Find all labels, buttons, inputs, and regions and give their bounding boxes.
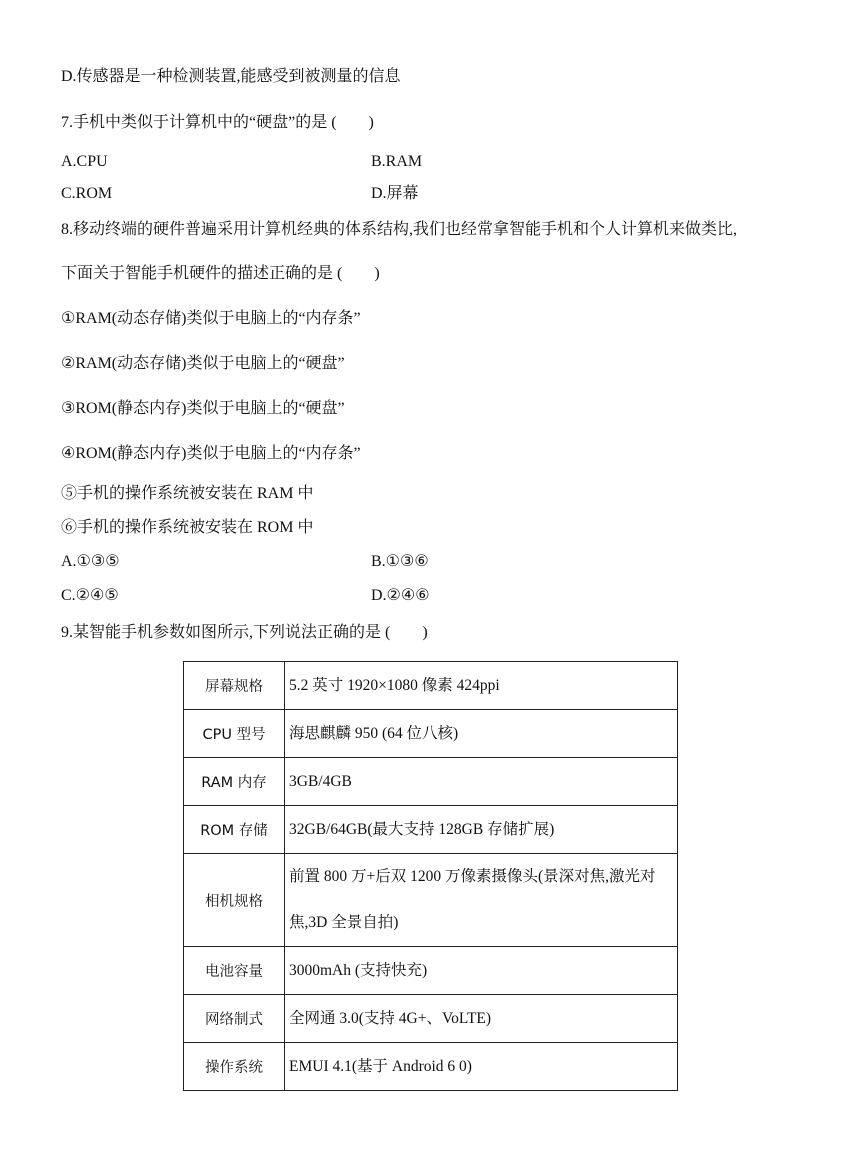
q9-stem: 9.某智能手机参数如图所示,下列说法正确的是 ( ) — [61, 624, 428, 641]
spec-value: 海思麒麟 950 (64 位八核) — [285, 710, 678, 758]
q7-option-c: C.ROM — [61, 185, 113, 202]
q8-option-c: C.②④⑤ — [61, 587, 119, 604]
q8-statement: ①RAM(动态存储)类似于电脑上的“内存条” — [61, 310, 361, 327]
spec-key: 操作系统 — [184, 1043, 285, 1091]
phone-spec-table — [183, 661, 678, 1091]
spec-value: EMUI 4.1(基于 Android 6 0) — [285, 1043, 678, 1091]
table-row — [184, 1043, 678, 1091]
q8-statement: ⑤手机的操作系统被安装在 RAM 中 — [61, 485, 314, 502]
q8-statement: ④ROM(静态内存)类似于电脑上的“内存条” — [61, 445, 361, 462]
spec-key: 电池容量 — [184, 947, 285, 995]
q8-option-d: D.②④⑥ — [371, 587, 430, 604]
table-row — [184, 662, 678, 710]
spec-key: 网络制式 — [184, 995, 285, 1043]
table-row — [184, 854, 678, 947]
q8-option-b: B.①③⑥ — [371, 553, 429, 570]
table-row — [184, 995, 678, 1043]
spec-value: 32GB/64GB(最大支持 128GB 存储扩展) — [285, 806, 678, 854]
q8-statement: ⑥手机的操作系统被安装在 ROM 中 — [61, 519, 314, 536]
spec-value: 3GB/4GB — [285, 758, 678, 806]
spec-key: RAM 内存 — [184, 758, 285, 806]
spec-key: ROM 存储 — [184, 806, 285, 854]
spec-key: 相机规格 — [184, 854, 285, 947]
table-row — [184, 758, 678, 806]
q8-statement: ②RAM(动态存储)类似于电脑上的“硬盘” — [61, 355, 345, 372]
spec-key: CPU 型号 — [184, 710, 285, 758]
q7-stem: 7.手机中类似于计算机中的“硬盘”的是 ( ) — [61, 114, 374, 131]
q8-option-a: A.①③⑤ — [61, 553, 120, 570]
spec-value: 3000mAh (支持快充) — [285, 947, 678, 995]
q8-statement: ③ROM(静态内存)类似于电脑上的“硬盘” — [61, 400, 345, 417]
q7-option-a: A.CPU — [61, 153, 108, 170]
table-row — [184, 806, 678, 854]
q8-stem-line2: 下面关于智能手机硬件的描述正确的是 ( ) — [61, 265, 380, 282]
spec-key: 屏幕规格 — [184, 662, 285, 710]
q6-option-d: D.传感器是一种检测装置,能感受到被测量的信息 — [61, 68, 401, 85]
q8-stem-line1: 8.移动终端的硬件普遍采用计算机经典的体系结构,我们也经常拿智能手机和个人计算机来做类比, — [61, 221, 738, 238]
q7-option-d: D.屏幕 — [371, 185, 419, 202]
table-row — [184, 710, 678, 758]
spec-value: 5.2 英寸 1920×1080 像素 424ppi — [285, 662, 678, 710]
spec-value: 全网通 3.0(支持 4G+、VoLTE) — [285, 995, 678, 1043]
q7-option-b: B.RAM — [371, 153, 423, 170]
table-row — [184, 947, 678, 995]
spec-value: 前置 800 万+后双 1200 万像素摄像头(景深对焦,激光对焦,3D 全景自拍) — [285, 854, 678, 947]
